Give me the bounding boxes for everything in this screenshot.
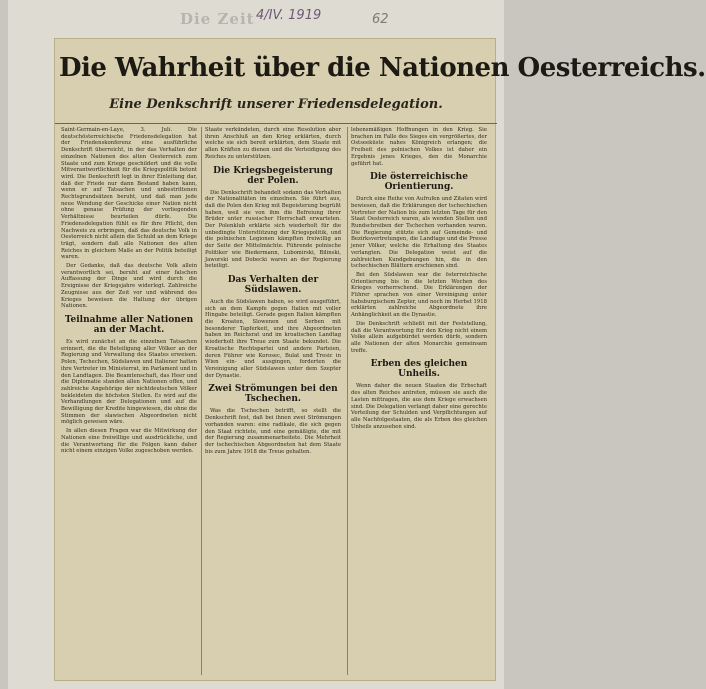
handwritten-archive-number: 62 [372, 12, 389, 27]
col2-paragraph: Auch die Südslawen haben, so wird ausgeführt, sich an dem Kampfe gegen Italien mit voller Hingabe beteiligt. Gerade gegen Italien kämpften die Kroaten, Slowenen und Serben mit besonderer Tapferkeit, und ihre Abgeordneten haben im Reichsrat und im kroatischen Landtag wiederholt ihre Treue zum Staate bekundet. Die Kroatische Rechtspartei und andere Parteien, deren Führer wie Korosec, Bulat und Tresic in Wien ein- und ausgingen, forderten die Vereinigung aller Südslawen unter dem Szepter der Dynastie. [205, 298, 341, 379]
section-heading: Zwei Strömungen bei den Tschechen. [208, 384, 338, 405]
article-headline: Die Wahrheit über die Nationen Oesterreichs. [59, 53, 706, 83]
col3-paragraph: Bei den Südslawen war die österreichische Orientierung bis in die letzten Wochen des Krieges vorherrschend. Die Erklärungen der Führer sprachen von einer Vereinigung unter habsburgischem Zepter, und noch im Herbst 1918 erklärten zahlreiche Abgeordnete ihre Anhänglichkeit an die Dynastie. [351, 271, 487, 319]
col3-paragraph: Durch eine Reihe von Aufrufen und Zitaten wird bewiesen, daß die Erklärungen der tschechischen Vertreter der Nation bis zum letzten Tage für den Staat Oesterreich waren, als wenden Stellen und Rundschreiben der Tschechen vorhanden waren. Die Regierung stützte sich auf Gemeinde- und Bezirksvertretungen, die Landtage und die Presse jener Völker, welche die Erhaltung des Staates verlangten. Die Delegation weist auf die zahlreichen Kundgebungen hin, die in den tschechischen Blättern erschienen sind. [351, 196, 487, 270]
col1-paragraph: Saint-Germain-en-Laye, 3. Juli. Die deutschösterreichische Friedensdelegation hat der Friedenskonferenz eine ausführliche Denkschrift überreicht, in der das Verhalten der einzelnen Nationen des alten Oesterreich zum Staate und zum Kriege geschildert und die volle Mitverantwortlichkeit für die Kriegspolitik betont wird. Die Denkschrift legt in ihrer Einleitung dar, daß der Friede nur dann Bestand haben kann, wenn er auf Tatsachen und unbestrittenen Rechtsgrundsätzen beruht, und daß man jede neue Wendung der Geschicke einer Nation nicht ohne genaue Prüfung der vorliegenden Verhältnisse beurteilen dürfe. Die Friedensdelegation fühlt es für ihre Pflicht, den Nachweis zu erbringen, daß das deutsche Volk in Oesterreich nicht allein die Schuld an dem Kriege trägt, sondern daß alle Nationen des alten Reiches in gleichem Maße an der Politik beteiligt waren. [61, 127, 197, 261]
col1-paragraph: Der Gedanke, daß das deutsche Volk allein verantwortlich sei, beruht auf einer falschen Auffassung der Dinge und wird durch die Ereignisse der Kriegsjahre widerlegt. Zahlreiche Zeugnisse aus der Zeit vor und während des Krieges beweisen die Haltung der übrigen Nationen. [61, 263, 197, 310]
article-subheadline: Eine Denkschrift unserer Friedensdelegation. [109, 97, 443, 112]
header-divider [55, 123, 497, 124]
col3-paragraph: Die Denkschrift schließt mit der Feststellung, daß die Verantwortung für den Krieg nicht einem Volke allein aufgebürdet werden dürfe, sondern alle Nationen der alten Monarchie gemeinsam treffe. [351, 320, 487, 354]
section-heading: Erben des gleichen Unheils. [370, 359, 468, 380]
column-divider [201, 127, 202, 675]
newspaper-masthead-stamp: Die Zeit [180, 10, 255, 28]
col2-paragraph: Staate verkündeten, durch eine Resolution aber ihren Anschluß an den Krieg erklärten, durch welche sie sich bereit erklärten, dem Staate mit allen Kräften zu dienen und die Verteidigung des Reiches zu unterstützen. [205, 127, 341, 160]
section-heading: Die Kriegsbegeisterung der Polen. [213, 165, 333, 186]
section-heading: Teilnahme aller Nationen an der Macht. [64, 314, 194, 335]
newspaper-clipping [54, 38, 706, 681]
article-column-1 [61, 127, 197, 675]
col2-paragraph: Die Denkschrift behandelt sodann das Verhalten der Nationalitäten im einzelnen. Sie führt aus, daß die Polen den Krieg mit Begeisterung begrüßt haben, weil sie von ihm die Befreiung ihrer Brüder unter russischer Herrschaft erwarteten. Der Polenklub erklärte sich wiederholt für die unbedingte Unterstützung der Kriegspolitik, und die polnischen Legionen kämpften freiwillig an der Seite der Mittelmächte. Führende polnische Politiker wie Biedermann, Lubomirski, Bilinski, Jaworski und Dobecki waren an der Regierung beteiligt. [205, 189, 341, 270]
col1-paragraph: Es wird zunächst an die einzelnen Tatsachen erinnert, die die Beteiligung aller Völker an der Regierung und Verwaltung des Staates erweisen. Polen, Tschechen, Südslawen und Italiener hatten ihre Vertreter im Ministerrat, im Parlament und in den Landtagen. Die Beamtenschaft, das Heer und die Diplomatie standen allen Nationen offen, und zahlreiche Angehörige der nichtdeutschen Völker bekleideten die höchsten Stellen. Es wird auf die Verhandlungen der Delegationen und auf die Bewilligung der Kredite hingewiesen, die ohne die Stimmen der slawischen Abgeordneten nicht möglich gewesen wäre. [61, 338, 198, 426]
col1-paragraph: In allen diesen Fragen war die Mitwirkung der Nationen eine freiwillige und ausdrückliche, und die Verantwortung für die Folgen kann daher nicht einem einzigen Volke zugeschoben werden. [61, 428, 197, 455]
handwritten-date: 4/IV. 1919 [256, 8, 322, 23]
col3-paragraph: lebensmäßigen Hoffnungen in den Krieg. Sie brachen im Falle des Sieges ein vergrößertes, der Ostseeküste nahes Königreich erlangen; die Freiheit des polnischen Volkes ist daher ein Ergebnis jenes Krieges, den die Monarchie geführt hat. [351, 127, 487, 167]
article-column-2 [205, 127, 341, 675]
col2-paragraph: Was die Tschechen betrifft, so stellt die Denkschrift fest, daß bei ihnen zwei Strömungen vorhanden waren: eine radikale, die sich gegen den Staat richtete, und eine gemäßigte, die mit der Regierung zusammenarbeitete. Die Mehrheit der tschechischen Abgeordneten hat dem Staate bis zum Jahre 1918 die Treue gehalten. [205, 408, 341, 455]
article-column-3 [351, 127, 487, 675]
col3-paragraph: Wenn daher die neuen Staaten die Erbschaft des alten Reiches antreten, müssen sie auch die Lasten mittragen, die aus dem Kriege erwachsen sind. Die Delegation verlangt daher eine gerechte Verteilung der Schulden und Verpflichtungen auf alle Nachfolgestaaten, die als Erben des gleichen Unheils anzusehen sind. [351, 383, 487, 430]
section-heading: Das Verhalten der Südslawen. [227, 274, 319, 295]
section-heading: Die österreichische Orientierung. [370, 172, 468, 193]
column-divider [347, 127, 348, 675]
